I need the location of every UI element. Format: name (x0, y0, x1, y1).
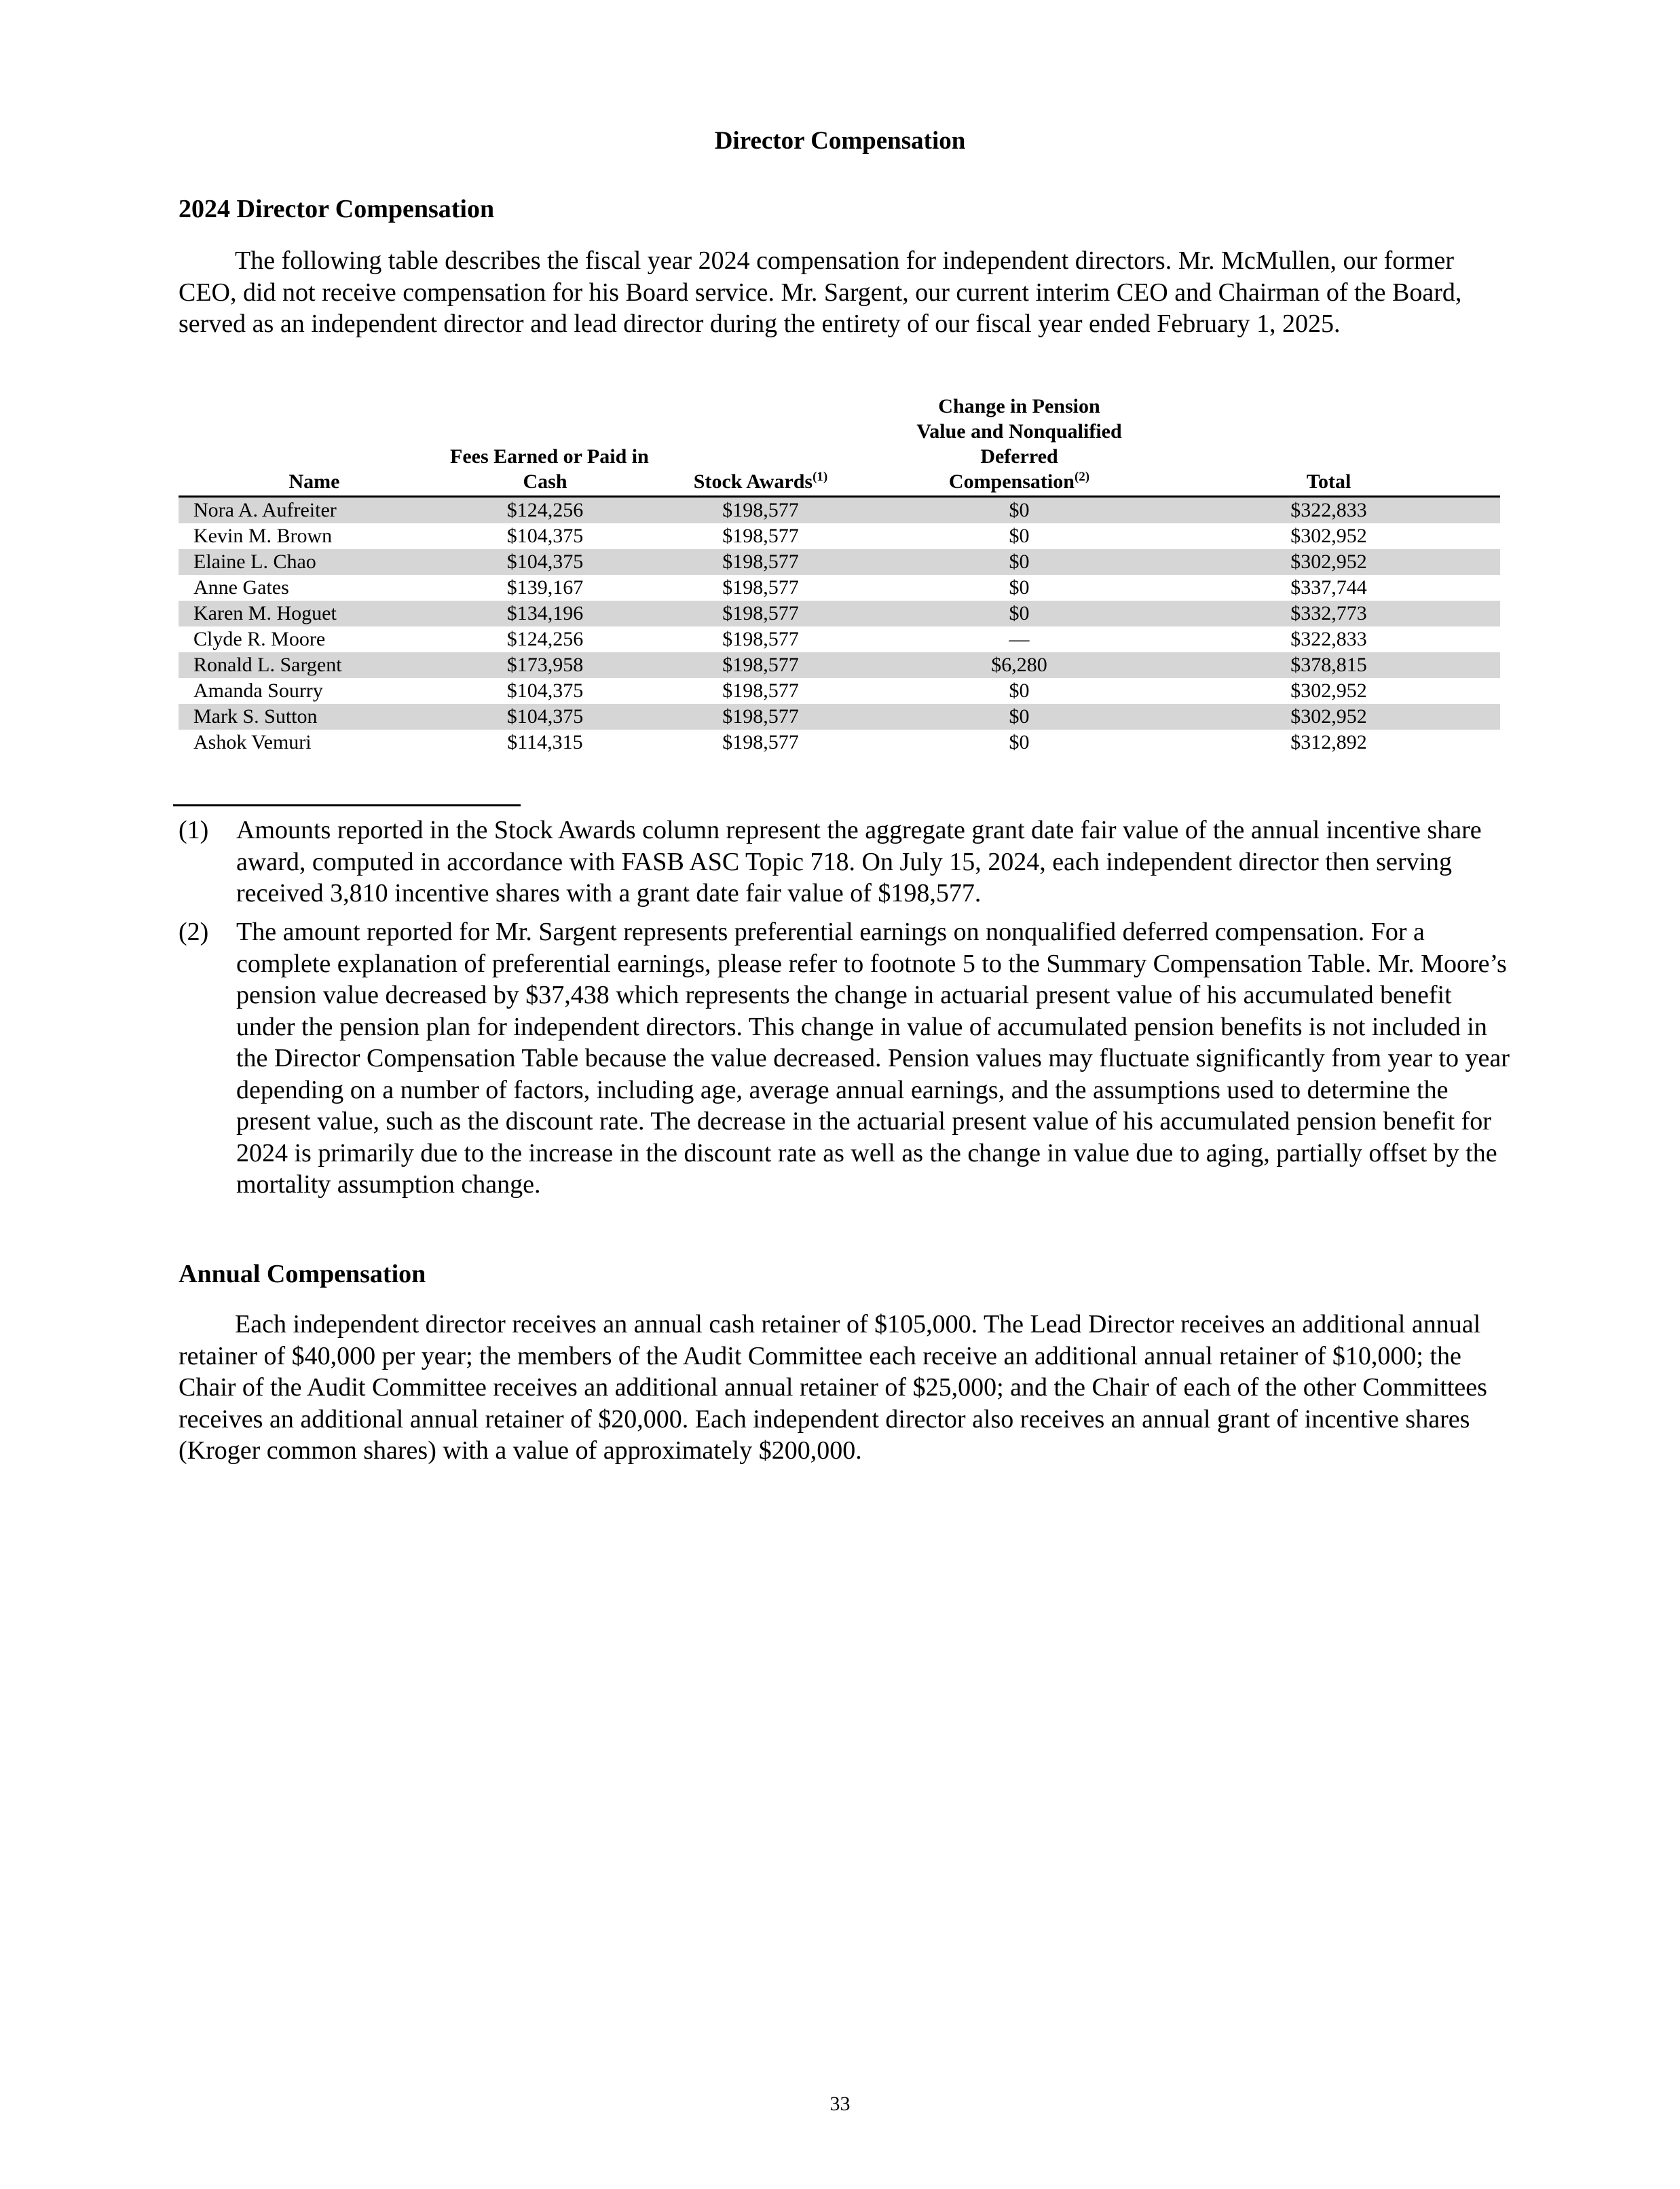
cell-fees: $104,375 (506, 679, 584, 702)
table-row (179, 523, 1500, 549)
cell-pension: $0 (881, 549, 1157, 575)
cell-fees: $104,375 (506, 525, 584, 547)
cell-stock: $198,577 (722, 679, 799, 702)
intro-paragraph: The following table describes the fiscal year 2024 compensation for independent directors. Mr. McMullen, our former CEO, did not receive compensation for his Board service. Mr. Sargent, our current interim CEO and Chairman of the Board, served as an independent director and lead director during the entirety of our fiscal year ended February 1, 2025. (179, 246, 1462, 338)
annual-paragraph: Each independent director receives an annual cash retainer of $105,000. The Lead Director receives an additional annual retainer of $40,000 per year; the members of the Audit Committee each receive an additional annual retainer of $10,000; the Chair of the Audit Committee receives an additional annual retainer of $25,000; and the Chair of each of the other Committees receives an additional annual retainer of $20,000. Each independent director also receives an annual grant of incentive shares (Kroger common shares) with a value of approximately $200,000. (179, 1310, 1487, 1465)
cell-fees: $124,256 (450, 497, 640, 524)
cell-total: $302,952 (1290, 525, 1367, 547)
cell-fees: $104,375 (450, 704, 640, 730)
header-fees (450, 394, 649, 497)
footnote-2 (179, 916, 1512, 1201)
cell-total: $337,744 (1290, 576, 1367, 599)
cell-stock: $198,577 (640, 549, 881, 575)
page-number: 33 (829, 2093, 851, 2115)
header-name (179, 394, 450, 497)
header-pension-line3: Deferred (980, 445, 1058, 468)
header-pension-footnote-ref: (2) (1074, 470, 1090, 484)
table-row (179, 497, 1500, 524)
table-row (179, 730, 1500, 755)
cell-name: Kevin M. Brown (193, 525, 333, 547)
cell-name: Ronald L. Sargent (179, 652, 450, 678)
cell-fees: $104,375 (450, 549, 640, 575)
cell-name: Amanda Sourry (193, 679, 323, 702)
footnote-1 (179, 815, 1512, 910)
header-stock-awards (640, 394, 881, 497)
table-row (179, 678, 1500, 704)
header-fees-line1: Fees Earned or Paid in (450, 445, 649, 468)
table-row (179, 575, 1500, 601)
cell-name: Karen M. Hoguet (179, 601, 450, 626)
footnote-2-mark: (2) (179, 918, 209, 946)
header-name-label: Name (288, 470, 340, 493)
header-stock-label: Stock Awards (693, 470, 813, 493)
cell-pension: $0 (1009, 576, 1030, 599)
cell-pension: $0 (881, 497, 1157, 524)
footnote-1-mark: (1) (179, 816, 209, 844)
cell-fees: $124,256 (506, 628, 584, 650)
section-heading-2024: 2024 Director Compensation (179, 195, 495, 223)
cell-fees: $134,196 (450, 601, 640, 626)
cell-total: $302,952 (1157, 704, 1500, 730)
director-compensation-table (179, 394, 1500, 755)
cell-stock: $198,577 (722, 576, 799, 599)
cell-stock: $198,577 (640, 601, 881, 626)
cell-total: $302,952 (1290, 679, 1367, 702)
page-title: Director Compensation (714, 127, 966, 155)
cell-name: Nora A. Aufreiter (179, 497, 450, 524)
cell-stock: $198,577 (722, 525, 799, 547)
header-fees-line2: Cash (523, 470, 567, 493)
cell-name: Clyde R. Moore (193, 628, 326, 650)
cell-total: $332,773 (1157, 601, 1500, 626)
header-pension-line1: Change in Pension (938, 395, 1100, 417)
header-total-label: Total (1306, 470, 1351, 493)
cell-pension: $0 (881, 601, 1157, 626)
header-pension-line2: Value and Nonqualified (916, 420, 1122, 443)
cell-total: $378,815 (1157, 652, 1500, 678)
table-row (179, 549, 1500, 575)
cell-pension: — (1009, 628, 1030, 650)
cell-fees: $173,958 (450, 652, 640, 678)
cell-fees: $139,167 (506, 576, 584, 599)
cell-pension: $0 (1009, 731, 1030, 753)
cell-total: $302,952 (1157, 549, 1500, 575)
footnote-divider (173, 804, 521, 806)
cell-name: Elaine L. Chao (179, 549, 450, 575)
table-row (179, 704, 1500, 730)
cell-name: Mark S. Sutton (179, 704, 450, 730)
cell-stock: $198,577 (640, 652, 881, 678)
header-pension (881, 394, 1157, 497)
header-stock-footnote-ref: (1) (813, 470, 828, 484)
cell-pension: $0 (1009, 525, 1030, 547)
cell-total: $322,833 (1157, 497, 1500, 524)
cell-stock: $198,577 (640, 497, 881, 524)
table-body (179, 497, 1500, 756)
table-row (179, 626, 1500, 652)
cell-stock: $198,577 (722, 628, 799, 650)
cell-name: Ashok Vemuri (193, 731, 312, 753)
table-row (179, 601, 1500, 626)
footnote-1-text: Amounts reported in the Stock Awards column represent the aggregate grant date fair value of the annual incentive share award, computed in accordance with FASB ASC Topic 718. On July 15, 2024, each independent director then serving received 3,810 incentive shares with a grant date fair value of $198,577. (236, 816, 1482, 908)
cell-pension: $0 (881, 704, 1157, 730)
table-row (179, 652, 1500, 678)
cell-pension: $6,280 (881, 652, 1157, 678)
cell-stock: $198,577 (640, 704, 881, 730)
footnote-2-text: The amount reported for Mr. Sargent represents preferential earnings on nonqualified deferred compensation. For a complete explanation of preferential earnings, please refer to footnote 5 to the Summary Compensation Table. Mr. Moore’s pension value decreased by $37,438 which represents the change in actuarial present value of his accumulated benefit under the pension plan for independent directors. This change in value of accumulated pension benefits is not included in the Director Compensation Table because the value decreased. Pension values may fluctuate significantly from year to year depending on a number of factors, including age, average annual earnings, and the assumptions used to determine the present value, such as the discount rate. The decrease in the actuarial present value of his accumulated pension benefit for 2024 is primarily due to the increase in the discount rate as well as the change in value due to aging, partially offset by the mortality assumption change. (236, 918, 1510, 1199)
cell-pension: $0 (1009, 679, 1030, 702)
section-heading-annual: Annual Compensation (179, 1260, 426, 1288)
table-header-row (179, 394, 1500, 497)
cell-fees: $114,315 (507, 731, 583, 753)
header-pension-line4-wrap (881, 469, 1157, 494)
cell-total: $322,833 (1290, 628, 1367, 650)
cell-total: $312,892 (1290, 731, 1367, 753)
cell-stock: $198,577 (722, 731, 799, 753)
cell-name: Anne Gates (193, 576, 289, 599)
header-total (1157, 394, 1500, 497)
header-pension-line4: Compensation (948, 470, 1075, 493)
